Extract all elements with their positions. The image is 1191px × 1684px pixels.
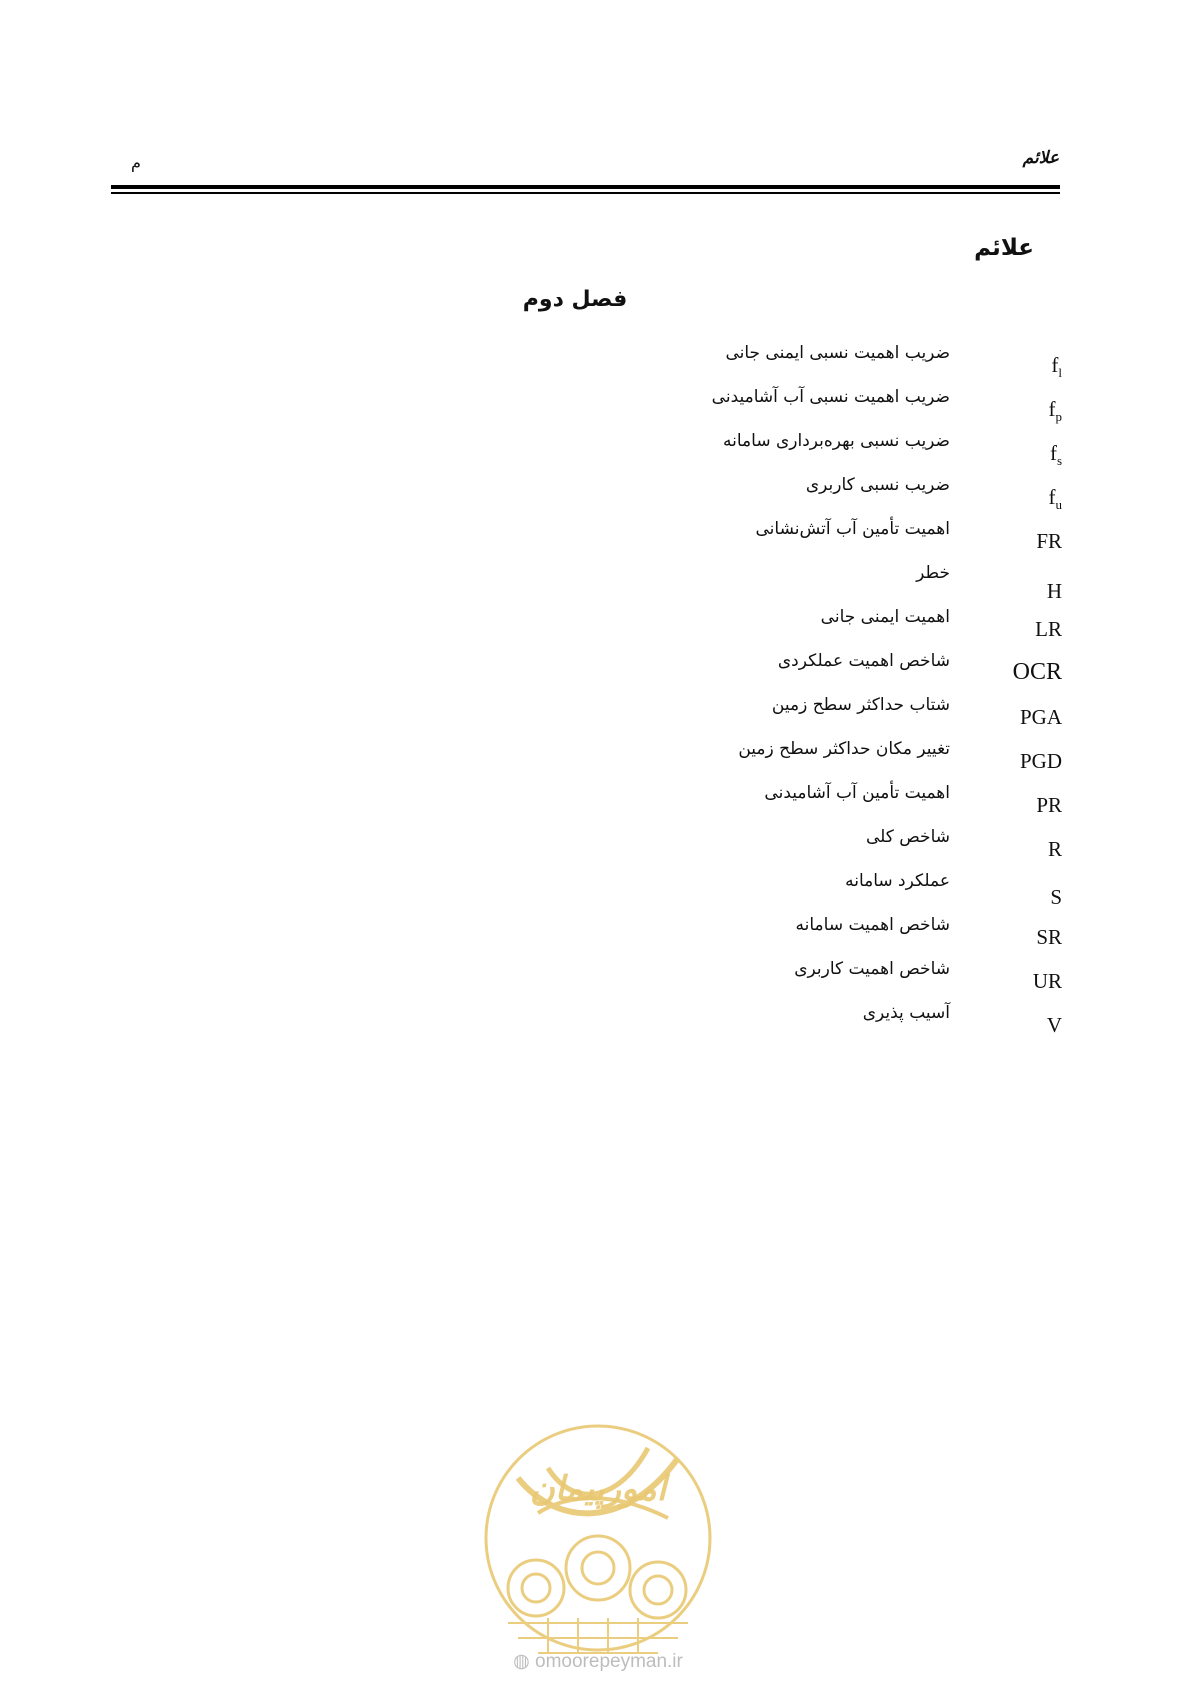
symbol-definition: شاخص اهمیت کاربری [794, 959, 950, 979]
symbol-row [600, 739, 1062, 783]
header-rule-thick [111, 185, 1060, 189]
symbol: PGA [1019, 705, 1062, 729]
symbol-row [600, 959, 1062, 1003]
symbol-row [600, 431, 1062, 475]
chapter-title: فصل دوم [522, 287, 628, 312]
symbol: $f_u$ [1048, 485, 1062, 513]
symbol: SR [1036, 925, 1062, 949]
symbol-definition: شتاب حداکثر سطح زمین [771, 695, 950, 715]
symbol-definition: ضریب نسبی بهره‌برداری سامانه [723, 431, 950, 451]
symbol: $f_s$ [1049, 441, 1062, 469]
symbol-definition: اهمیت تأمین آب آشامیدنی [764, 783, 950, 803]
symbol: S [1050, 885, 1062, 909]
symbol: $f_p$ [1048, 397, 1062, 425]
symbol-definition: ضریب نسبی کاربری [805, 475, 950, 495]
symbol-definition: شاخص اهمیت عملکردی [777, 651, 950, 671]
symbol-row [600, 1003, 1062, 1047]
symbol: PGD [1019, 749, 1062, 773]
symbol-definition: اهمیت تأمین آب آتش‌نشانی [755, 519, 950, 539]
symbol: $f_l$ [1051, 353, 1062, 381]
watermark-site [478, 1650, 718, 1673]
symbol-definition: عملکرد سامانه [845, 871, 950, 891]
symbol-row [600, 695, 1062, 739]
symbol: FR [1036, 529, 1062, 553]
symbol-definition: شاخص کلی [865, 827, 950, 847]
symbol-row [600, 475, 1062, 519]
symbol-row [600, 915, 1062, 959]
symbol-row [600, 563, 1062, 607]
watermark-emblem-icon [478, 1418, 718, 1678]
symbol-row [600, 343, 1062, 387]
symbol-row [600, 651, 1062, 695]
symbol-definition: تغییر مکان حداکثر سطح زمین [738, 739, 950, 759]
symbol: H [1046, 579, 1062, 603]
symbol-row [600, 607, 1062, 651]
symbol: R [1047, 837, 1062, 861]
symbol-definition: خطر [916, 563, 950, 583]
globe-icon: ◍ [513, 1651, 530, 1672]
symbol-definition: آسیب پذیری [862, 1003, 950, 1023]
symbol-definition: اهمیت ایمنی جانی [820, 607, 950, 627]
symbol-definition: شاخص اهمیت سامانه [795, 915, 950, 935]
page-number: م [131, 153, 141, 172]
running-header-title: علائم [1022, 148, 1059, 168]
symbol-row [600, 387, 1062, 431]
symbol-row [600, 827, 1062, 871]
watermark-site-text: omoorepeyman.ir [535, 1651, 683, 1672]
symbol: UR [1032, 969, 1062, 993]
symbol: OCR [1012, 659, 1062, 685]
symbol-row [600, 871, 1062, 915]
symbol: LR [1035, 617, 1062, 641]
section-title: علائم [974, 235, 1034, 261]
header-rule-thin [111, 192, 1060, 194]
symbol-definition: ضریب اهمیت نسبی ایمنی جانی [725, 343, 950, 363]
watermark-logo [478, 1418, 718, 1678]
symbol: PR [1036, 793, 1062, 817]
symbol: V [1046, 1013, 1062, 1037]
symbol-row [600, 519, 1062, 563]
symbol-row [600, 783, 1062, 827]
svg-text:امورپیمان: امورپیمان [529, 1469, 667, 1509]
symbol-definition: ضریب اهمیت نسبی آب آشامیدنی [711, 387, 950, 407]
